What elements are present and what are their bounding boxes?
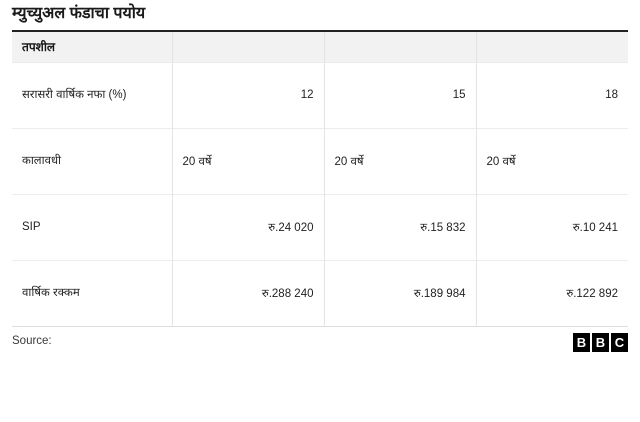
- cell-annual-amount-3: रु.122 892: [566, 287, 618, 300]
- cell-annual-return-1: 12: [172, 62, 324, 128]
- cell-annual-return-2: 15: [324, 62, 476, 128]
- row-label-annual-return: सरासरी वार्षिक नफा (%): [12, 62, 172, 128]
- page-title: म्युच्युअल फंडाचा पयोय: [12, 5, 146, 22]
- cell-sip-2: रु.15 832: [324, 194, 476, 260]
- bbc-logo-letter-1: B: [573, 333, 590, 352]
- column-header-option-2: [324, 32, 476, 62]
- cell-annual-amount-2: रु.189 984: [324, 260, 476, 326]
- column-header-option-1: [172, 32, 324, 62]
- cell-duration-1: 20 वर्षे: [172, 128, 324, 194]
- bbc-logo-letter-3: C: [611, 333, 628, 352]
- cell-annual-return-3: 18: [605, 89, 618, 101]
- column-header-detail: तपशील: [12, 32, 172, 62]
- table-header-row: [12, 32, 628, 62]
- row-label-sip: SIP: [12, 194, 172, 260]
- cell-annual-amount-1: रु.288 240: [172, 260, 324, 326]
- bbc-logo-letter-2: B: [592, 333, 609, 352]
- table-row: [12, 62, 628, 128]
- bbc-logo: [573, 333, 628, 352]
- cell-duration-3: 20 वर्षे: [486, 155, 516, 168]
- source-label: Source:: [12, 335, 52, 347]
- row-label-annual-amount: वार्षिक रक्कम: [12, 260, 172, 326]
- table-row: [12, 260, 628, 326]
- footer: [12, 327, 628, 361]
- cell-duration-2: 20 वर्षे: [324, 128, 476, 194]
- row-label-duration: कालावधी: [12, 128, 172, 194]
- data-table: [12, 32, 628, 326]
- cell-sip-1: रु.24 020: [172, 194, 324, 260]
- table-container: [12, 32, 628, 326]
- table-row: [12, 194, 628, 260]
- column-header-option-3: [476, 32, 628, 62]
- cell-sip-3: रु.10 241: [572, 221, 618, 234]
- table-row: [12, 128, 628, 194]
